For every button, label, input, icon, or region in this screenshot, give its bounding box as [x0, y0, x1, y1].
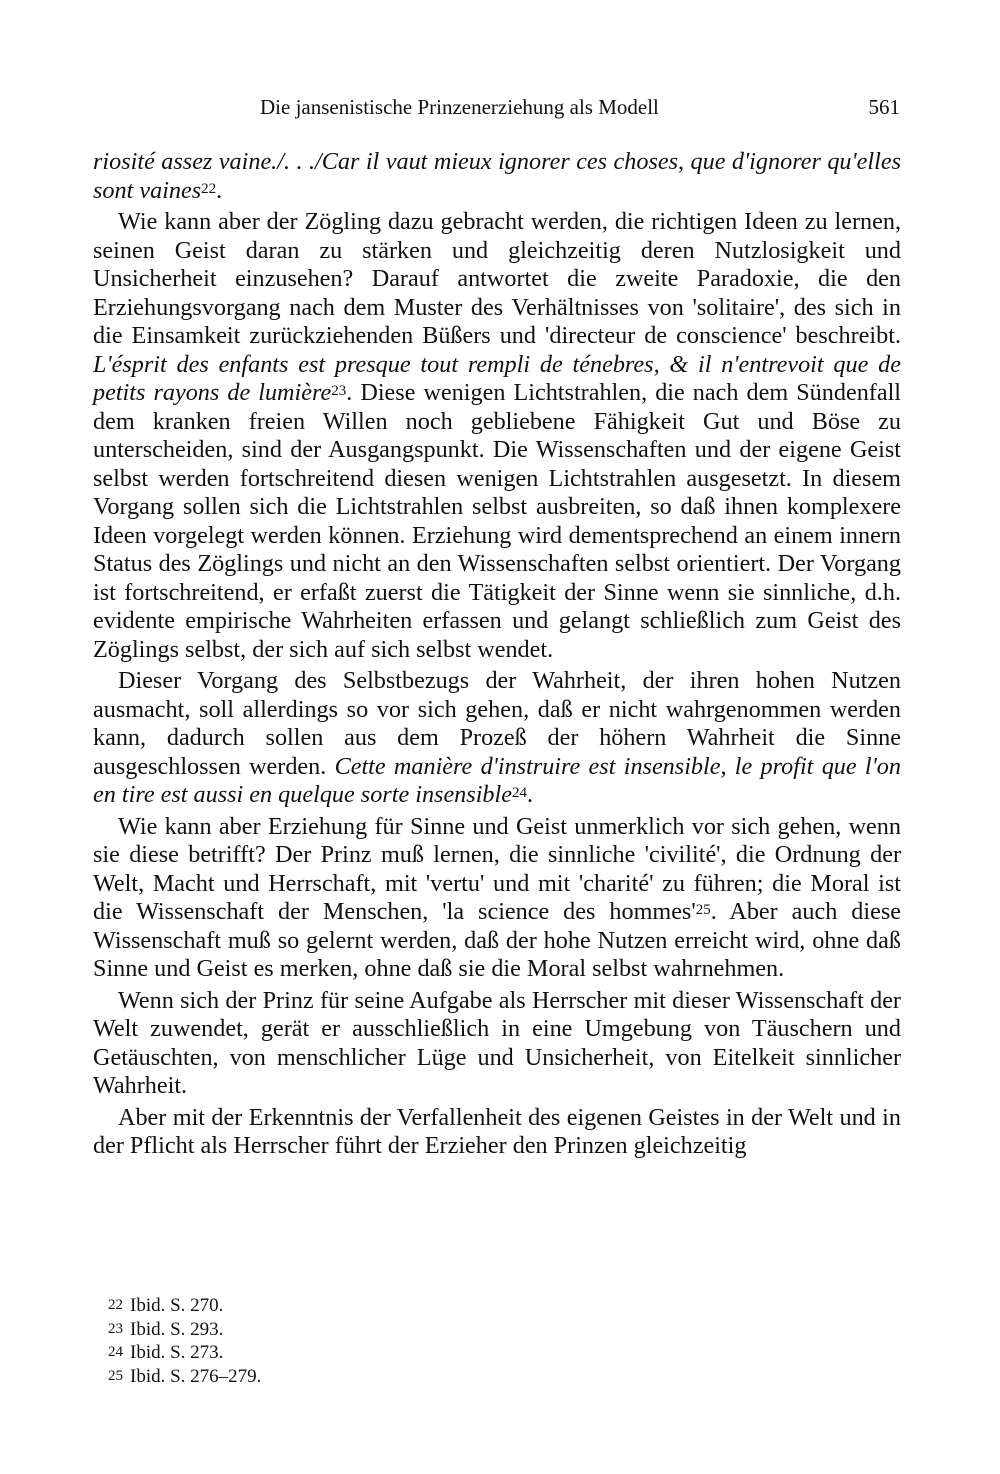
text-run: Aber mit der Erkenntnis der Verfallenheit des eigenen Geistes in der Welt und in der Pflicht als Herrscher führt der Erzieher den Prinzen gleichzeitig: [93, 1103, 901, 1159]
footnote: [108, 1365, 608, 1389]
footnote: [108, 1294, 608, 1318]
paragraph: [93, 667, 901, 810]
paragraph: [93, 987, 901, 1101]
footnote-reference: 23: [331, 382, 347, 399]
text-run: . Diese wenigen Lichtstrahlen, die nach dem Sündenfall dem kranken freien Willen noch gebliebene Fähigkeit Gut und Böse zu unterscheiden, sind der Ausgangspunkt. Die Wissenschaften und der eigene Geist selbst werden fortschreitend diesen wenigen Lichtstrahlen ausgesetzt. In diesem Vorgang sollen sich die Lichtstrahlen selbst ausbreiten, so daß ihnen komplexere Ideen vorgelegt werden können. Erziehung wird dementsprechend an einem innern Status des Zöglings und nicht an den Wissenschaften selbst orientiert. Der Vorgang ist fortschreitend, er erfaßt zuerst die Tätigkeit der Sinne wenn sie sinnliche, d.h. evidente empirische Wahrheiten erfassen und gelangt schließlich zum Geist des Zöglings selbst, der sich auf sich selbst wendet.: [93, 379, 902, 663]
footnote-number: 22: [108, 1297, 123, 1313]
footnote-text: Ibid. S. 273.: [130, 1342, 224, 1363]
footnote-reference: 22: [201, 180, 217, 197]
footnote-text: Ibid. S. 270.: [130, 1295, 224, 1316]
paragraph: [93, 1104, 901, 1161]
running-head-title: Die jansenistische Prinzenerziehung als Modell: [260, 95, 659, 119]
footnote: [108, 1318, 608, 1342]
footnote: [108, 1341, 608, 1365]
text-run: Wie kann aber der Zögling dazu gebracht werden, die richtigen Ideen zu lernen, seinen Geist daran zu stärken und gleichzeitig deren Nutzlosigkeit und Unsicherheit einzusehen? Darauf antwortet die zweite Paradoxie, die den Erziehungsvorgang nach dem Muster des Verhältnisses von 'solitaire', des sich in die Einsamkeit zurückziehenden Büßers und 'directeur de conscience' beschreibt.: [93, 208, 901, 349]
footnote-reference: 25: [695, 901, 711, 918]
body-text: [93, 148, 901, 1161]
footnote-number: 24: [108, 1344, 123, 1360]
footnote-text: Ibid. S. 293.: [130, 1318, 224, 1340]
paragraph: [93, 208, 901, 664]
footnote-number: 23: [108, 1320, 123, 1337]
italic-quotation: Cette manière d'instruire est insensible, le profit que l'on en tire est aussi en quelque sorte insensible: [93, 752, 901, 808]
footnote-text: Ibid. S. 276–279.: [130, 1365, 262, 1387]
italic-quotation: L'ésprit des enfants est presque tout rempli de ténebres, & il n'entrevoit que de petits rayons de lumière: [93, 350, 901, 406]
text-run: .: [216, 176, 223, 204]
footnotes: [108, 1294, 608, 1388]
text-run: Wenn sich der Prinz für seine Aufgabe als Herrscher mit dieser Wissenschaft der Welt zuwendet, gerät er ausschließlich in eine Umgebung von Täuschern und Getäuschten, von menschlicher Lüge und Unsicherheit, von Eitelkeit sinnlicher Wahrheit.: [93, 986, 901, 1099]
text-run: Wie kann aber Erziehung für Sinne und Geist unmerklich vor sich gehen, wenn sie diese betrifft? Der Prinz muß lernen, die sinnliche 'civilité', die Ordnung der Welt, Macht und Herrschaft, mit 'vertu' und mit 'charité' zu führen; die Moral ist die Wissenschaft der Menschen, 'la science des hommes': [93, 812, 901, 925]
text-run: Dieser Vorgang des Selbstbezugs der Wahrheit, der ihren hohen Nutzen ausmacht, soll allerdings so vor sich gehen, daß er nicht wahrgenommen werden kann, dadurch sollen aus dem Prozeß der höhern Wahrheit die Sinne ausgeschlossen werden.: [93, 667, 901, 780]
footnote-reference: 24: [511, 784, 527, 801]
paragraph: [93, 813, 901, 984]
page-number: 561: [868, 95, 900, 119]
text-run: .: [526, 781, 534, 808]
text-run: . Aber auch diese Wissenschaft muß so gelernt werden, daß der hohe Nutzen erreicht wird, ohne daß Sinne und Geist es merken, ohne daß sie die Moral selbst wahrnehmen.: [93, 898, 902, 982]
running-head: [260, 92, 900, 122]
italic-quotation: riosité assez vaine./. . ./Car il vaut mieux ignorer ces choses, que d'ignorer qu'elles sont vaines: [93, 148, 901, 204]
paragraph: [93, 148, 901, 205]
footnote-number: 25: [108, 1367, 123, 1384]
